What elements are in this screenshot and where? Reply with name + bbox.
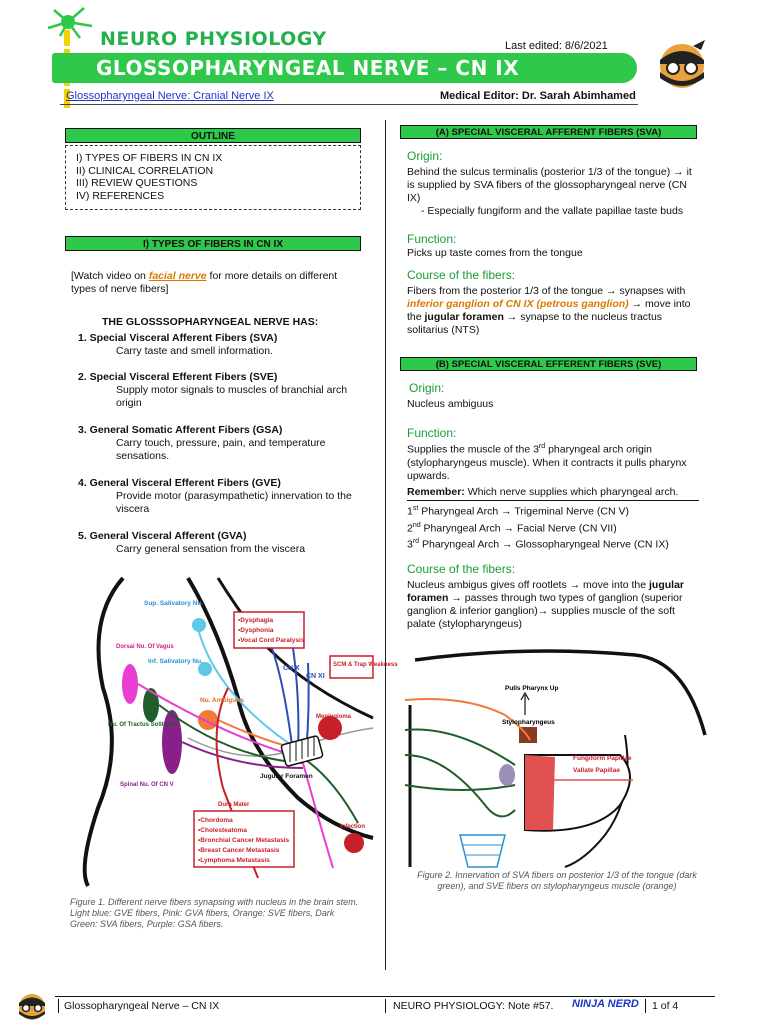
vallate-label: Vallate Papillae [573, 767, 620, 774]
title-bar [52, 53, 637, 83]
facial-nerve-link[interactable]: facial nerve [148, 270, 207, 282]
infection-label: Infection [340, 824, 365, 830]
sve-course-2: → passes through two types of ganglion (superior ganglion & inferior ganglion)→ supplies muscle of the soft palate (stylopharyngeus) [407, 592, 683, 630]
footer-separator [645, 999, 646, 1013]
ambiguus-label: Nu. Ambiguus [200, 697, 244, 704]
box-bottom-3: •Breast Cancer Metastasis [198, 847, 280, 854]
sve-jugular-bold: jugular foramen [407, 579, 685, 604]
arch-item: 2nd Pharyngeal Arch → Facial Nerve (CN VII) [407, 521, 617, 534]
footer-divider [55, 996, 715, 997]
sva-course-text [407, 285, 702, 337]
infection-mass [344, 833, 364, 853]
fungiform-label: Fungiform Papillae [573, 755, 632, 762]
series-title: NEURO PHYSIOLOGY [100, 28, 327, 50]
petrous-ganglion [499, 764, 515, 786]
has-heading: THE GLOSSSOPHARYNGEAL NERVE HAS: [102, 316, 319, 328]
outline-item[interactable]: I) TYPES OF FIBERS IN CN IX [76, 152, 223, 164]
posterior-tongue [525, 755, 555, 830]
fiber-item [78, 477, 363, 516]
footer-ninja-icon [14, 990, 50, 1022]
outline-box [65, 145, 361, 210]
sve-function-post: pharyngeal arch origin (stylopharyngeus muscle). When it contracts it pulls pharynx upwards. [407, 443, 687, 482]
box-top-1: •Dysphonia [238, 627, 274, 634]
sva-function-text: Picks up taste comes from the tongue [407, 247, 583, 259]
fiber-item [78, 332, 363, 358]
fiber-title: 3. General Somatic Afferent Fibers (GSA) [78, 424, 283, 436]
sva-course-3: → synapse to the nucleus tractus solitarius (NTS) [407, 311, 663, 336]
remember-note [407, 486, 699, 501]
sve-origin-text: Nucleus ambiguus [407, 398, 494, 410]
outline-item[interactable]: IV) REFERENCES [76, 189, 165, 202]
remember-text: Which nerve supplies which pharyngeal arch. [464, 486, 679, 498]
fiber-item [78, 371, 363, 410]
fiber-item [78, 424, 363, 463]
box-bottom-1: •Cholesteatoma [198, 827, 247, 834]
sve-function-sup: rd [538, 443, 546, 450]
footer-separator [58, 999, 59, 1013]
stylo-label: Stylopharyngeus [502, 719, 555, 726]
watch-post: for more details on different types of nerve fibers] [71, 270, 338, 295]
sva-origin-text: Behind the sulcus terminalis (posterior 1/3 of the tongue) → it is supplied by SVA fibers of the glossopharyngeal nerve (CN IX) [407, 166, 692, 204]
sve-course-1: Nucleus ambigus gives off rootlets → move into the [407, 579, 650, 591]
subtitle-link[interactable]: Glossopharyngeal Nerve: Cranial Nerve IX [66, 90, 274, 102]
sup-salivatory-nucleus [192, 618, 206, 632]
sve-function-pre: Supplies the muscle of the 3 [407, 443, 539, 456]
box-top-2: •Vocal Cord Paralysis [238, 637, 305, 644]
last-edited: Last edited: 8/6/2021 [505, 40, 608, 52]
arch-item: 1st Pharyngeal Arch → Trigeminal Nerve (CN V) [407, 505, 629, 518]
sva-jugular-bold: jugular foramen [424, 311, 504, 323]
inf-salivatory-label: Inf. Salivatory Nu. [148, 658, 203, 665]
box-bottom-2: •Bronchial Cancer Metastasis [198, 837, 290, 844]
column-divider [385, 120, 386, 970]
sve-heading: (B) SPECIAL VISCERAL EFFERENT FIBERS (SVE) [400, 357, 697, 371]
sva-function-heading: Function: [407, 232, 457, 246]
fiber-title: 2. Special Visceral Efferent Fibers (SVE) [78, 371, 278, 383]
page-title: GLOSSOPHARYNGEAL NERVE – CN IX [96, 56, 520, 80]
pulls-label: Pulls Pharynx Up [505, 685, 559, 692]
figure1-caption: Figure 1. Different nerve fibers synapsing with nucleus in the brain stem. Light blue: GVE fibers, Pink: GVA fibers, Orange: SVE fibers, Dark Green: SVA fibers, Purple: GSA fibers. [70, 897, 359, 929]
figure2-caption: Figure 2. Innervation of SVA fibers on posterior 1/3 of the tongue (dark green), and SVE fibers on stylopharyngeus muscle (orange) [417, 870, 697, 891]
footer-right: NEURO PHYSIOLOGY: Note #57. [393, 1000, 554, 1012]
fiber-title: 4. General Visceral Efferent Fibers (GVE) [78, 477, 281, 489]
fiber-desc: Carry general sensation from the viscera [116, 543, 306, 555]
figure2-tongue-diagram [405, 645, 713, 867]
jugular-label: Jugular Foramen [260, 773, 313, 780]
meningioma-label: Meningioma [316, 714, 352, 720]
header-divider [60, 104, 638, 105]
sva-origin-heading: Origin: [407, 149, 443, 163]
fiber-title: 5. General Visceral Afferent (GVA) [78, 530, 247, 542]
arch-list [407, 502, 702, 552]
sva-origin-sub: - Especially fungiform and the vallate papillae taste buds [421, 205, 684, 217]
outline-heading: OUTLINE [65, 128, 361, 143]
footer-separator [385, 999, 386, 1013]
sve-course-text [407, 579, 702, 631]
outline-item[interactable]: III) REVIEW QUESTIONS [76, 177, 198, 189]
dorsal-vagus-nucleus [122, 664, 138, 704]
spinal-label: Spinal Nu. Of CN V [120, 782, 174, 788]
inferior-ganglion-text: inferior ganglion of CN IX (petrous ganglion) [407, 298, 629, 310]
box-bottom-4: •Lymphoma Metastasis [198, 857, 270, 864]
fiber-desc: Carry taste and smell information. [116, 345, 273, 357]
tractus-label: Nu. Of Tractus Solitarius [108, 722, 179, 728]
sva-heading: (A) SPECIAL VISCERAL AFFERENT FIBERS (SVA) [400, 125, 697, 139]
cnxi-label: CN XI [306, 673, 325, 680]
sve-origin-heading: Origin: [409, 381, 445, 395]
fiber-item [78, 530, 363, 556]
remember-bold: Remember: [407, 486, 465, 498]
fiber-desc: Carry touch, pressure, pain, and temperature sensations. [116, 437, 326, 462]
sve-function-text [407, 440, 697, 483]
ninja-nerd-logo: NINJA NERD [572, 998, 639, 1010]
page-number: 1 of 4 [652, 1000, 679, 1012]
ambiguus-nucleus [198, 710, 218, 730]
sve-function-heading: Function: [407, 426, 457, 440]
footer-left: Glossopharyngeal Nerve – CN IX [64, 1000, 220, 1012]
box-bottom-0: •Chordoma [198, 817, 233, 824]
watch-pre: [Watch video on [71, 270, 149, 282]
cnx-label: CN X [283, 665, 300, 672]
sva-course-1: Fibers from the posterior 1/3 of the tongue → synapses with [407, 285, 686, 297]
box-top-0: •Dysphagia [238, 617, 274, 624]
arch-item: 3rd Pharyngeal Arch → Glossopharyngeal Nerve (CN IX) [407, 538, 669, 551]
fiber-title: 1. Special Visceral Afferent Fibers (SVA) [78, 332, 278, 344]
sva-course-heading: Course of the fibers: [407, 268, 516, 282]
sup-salivatory-label: Sup. Salivatory Nu. [144, 600, 204, 607]
medical-editor: Medical Editor: Dr. Sarah Abimhamed [440, 90, 636, 102]
outline-item[interactable]: II) CLINICAL CORRELATION [76, 164, 214, 177]
sve-course-heading: Course of the fibers: [407, 562, 516, 576]
fiber-desc: Supply motor signals to muscles of branchial arch origin [116, 384, 348, 409]
ninja-avatar-icon [655, 38, 709, 90]
fiber-desc: Provide motor (parasympathetic) innervation to the viscera [116, 490, 352, 515]
watch-note [71, 270, 356, 296]
scm-label: SCM & Trap Weakness [333, 662, 398, 668]
sva-course-2: → move into the [407, 298, 691, 323]
dorsal-vagus-label: Dorsal Nu. Of Vagus [116, 644, 174, 650]
figure1-brainstem-diagram [68, 578, 398, 886]
tractus-nucleus [143, 688, 159, 722]
dura-label: Dura Mater [218, 802, 250, 808]
section1-heading: I) TYPES OF FIBERS IN CN IX [65, 236, 361, 251]
